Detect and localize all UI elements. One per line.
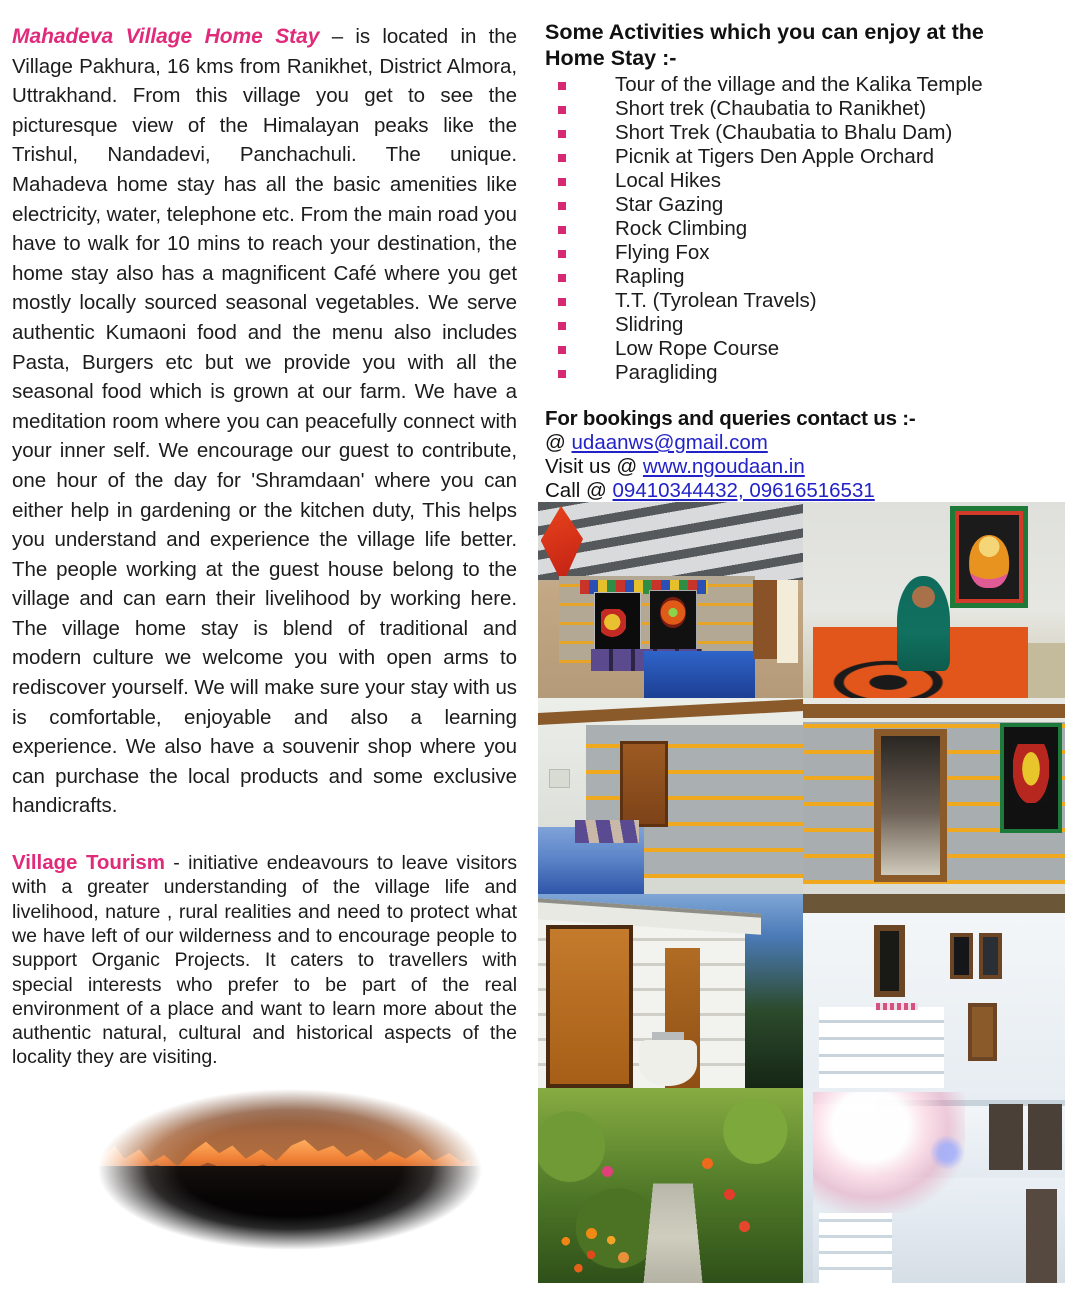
wooden-door xyxy=(753,580,777,658)
carved-wooden-door xyxy=(620,741,668,827)
phone-link[interactable]: 09410344432, 09616516531 xyxy=(612,479,875,502)
hallway-doorway xyxy=(874,729,947,882)
photo-bedroom-wooden-door xyxy=(538,698,803,894)
activity-item: Star Gazing xyxy=(545,193,1080,217)
activity-item: Flying Fox xyxy=(545,241,1080,265)
website-link[interactable]: www.ngoudaan.in xyxy=(642,455,805,478)
contact-email-line xyxy=(545,431,1080,455)
flower xyxy=(602,1166,613,1177)
photo-garden-flower-path xyxy=(538,1088,803,1283)
photo-white-house-steps xyxy=(803,894,1065,1088)
wall-niche xyxy=(549,769,570,789)
himalaya-oval-mask xyxy=(90,1082,490,1257)
contact-heading: For bookings and queries contact us :- xyxy=(545,407,916,430)
village-tourism-text: - initiative endeavours to leave visitors with a greater understanding of the village life and livelihood, nature , rural realities and need to protect what we have left of our wilderness and to encourage people to support Organic Projects. It caters to travellers with special interests who prefer to be part of the real environment of a place and want to learn more about the authentic natural, cultural and historical aspects of the locality they are visiting. xyxy=(12,852,517,1069)
contact-block xyxy=(545,407,1080,503)
decorative-tile-strip xyxy=(876,1003,918,1011)
email-link[interactable]: udaanws@gmail.com xyxy=(571,431,768,454)
wash-basin xyxy=(639,1040,697,1087)
flower xyxy=(739,1221,750,1232)
website-prefix: Visit us @ xyxy=(545,455,643,478)
blue-mattress xyxy=(644,651,755,698)
activities-heading: Some Activities which you can enjoy at the Home Stay :- xyxy=(545,20,984,70)
activity-item: Picnik at Tigers Den Apple Orchard xyxy=(545,145,1080,169)
intro-paragraph-text: – is located in the Village Pakhura, 16 kms from Ranikhet, District Almora, Uttrakhand. From this village you get to see the picturesque view of the Himalayan peaks like the Trishul, Nandadevi, Panchachuli. The unique. Mahadeva home stay has all the basic amenities like electricity, water, telephone etc. From the main road you have to walk for 10 mins to reach your destination, the home stay also has a magnificent Café where you get mostly locally sourced seasonal vegetables. We serve authentic Kumaoni food and the menu also includes Pasta, Burgers etc but we provide you with all the seasonal food which is grown at our farm. We have a meditation room where you can peacefully connect with your inner self. We encourage our guest to contribute, one hour of the day for 'Shramdaan' where you can either help in gardening or the kitchen duty, This helps you understand and experience the village life better. The people working at the guest house belong to the village and can earn their livelihood by working here. The village home stay is blend of traditional and modern culture we welcome you with open arms to rediscover yourself. We will make sure your stay with us is comfortable, enjoyable and also a learning experience. We also have a souvenir shop where you can purchase the local products and some exclusive handicrafts. xyxy=(12,25,517,818)
activity-item: Rock Climbing xyxy=(545,217,1080,241)
flower xyxy=(724,1189,735,1200)
flower xyxy=(618,1252,629,1263)
contact-phone-line xyxy=(545,479,1080,503)
village-tourism-paragraph xyxy=(12,851,517,1070)
pillows xyxy=(575,820,639,844)
activities-list xyxy=(545,73,1080,385)
window-upper-left xyxy=(950,933,974,980)
bob-marley-poster xyxy=(1000,723,1063,833)
photo-gallery-grid xyxy=(538,502,1065,1283)
intro-paragraph xyxy=(12,22,517,821)
door-upper-left xyxy=(989,1104,1023,1170)
activity-item: Tour of the village and the Kalika Temple xyxy=(545,73,1080,97)
front-steps xyxy=(819,1007,945,1088)
dark-foreground-hills xyxy=(90,1166,490,1257)
village-tourism-title: Village Tourism xyxy=(12,851,165,875)
activity-item: Paragliding xyxy=(545,361,1080,385)
photo-hallway-bob-marley xyxy=(803,698,1065,894)
activity-item: Local Hikes xyxy=(545,169,1080,193)
bright-window xyxy=(777,580,798,662)
activity-item: Slidring xyxy=(545,313,1080,337)
activity-item: Low Rope Course xyxy=(545,337,1080,361)
open-doorway xyxy=(874,925,905,997)
om-poster xyxy=(649,590,697,655)
activity-item: Short Trek (Chaubatia to Bhalu Dam) xyxy=(545,121,1080,145)
photo-sunlit-building xyxy=(803,1088,1065,1283)
lens-ghost xyxy=(929,1135,966,1170)
door-lower xyxy=(1026,1189,1057,1283)
phone-prefix: Call @ xyxy=(545,479,613,502)
right-column xyxy=(535,0,1080,1296)
ceiling-beam xyxy=(538,699,803,725)
himalaya-oval-photo xyxy=(90,1082,490,1257)
ceiling-beam xyxy=(803,704,1065,718)
photo-living-room-posters xyxy=(538,502,803,698)
lower-wooden-door xyxy=(968,1003,997,1061)
photo-woman-meditation-room xyxy=(803,502,1065,698)
activity-item: Short trek (Chaubatia to Ranikhet) xyxy=(545,97,1080,121)
window-upper-right xyxy=(979,933,1003,980)
email-prefix: @ xyxy=(545,431,572,454)
entry-steps xyxy=(819,1213,892,1283)
washroom-door-left xyxy=(546,925,633,1088)
buddha-thangka xyxy=(950,506,1029,608)
house-roof xyxy=(803,894,1065,915)
left-text-column xyxy=(0,0,535,1296)
contact-website-line xyxy=(545,455,1080,479)
door-upper-right xyxy=(1028,1104,1062,1170)
photo-outdoor-washroom xyxy=(538,894,803,1088)
activity-item: Rapling xyxy=(545,265,1080,289)
activity-item: T.T. (Tyrolean Travels) xyxy=(545,289,1080,313)
seated-woman xyxy=(897,576,949,670)
home-stay-title: Mahadeva Village Home Stay xyxy=(12,25,320,48)
